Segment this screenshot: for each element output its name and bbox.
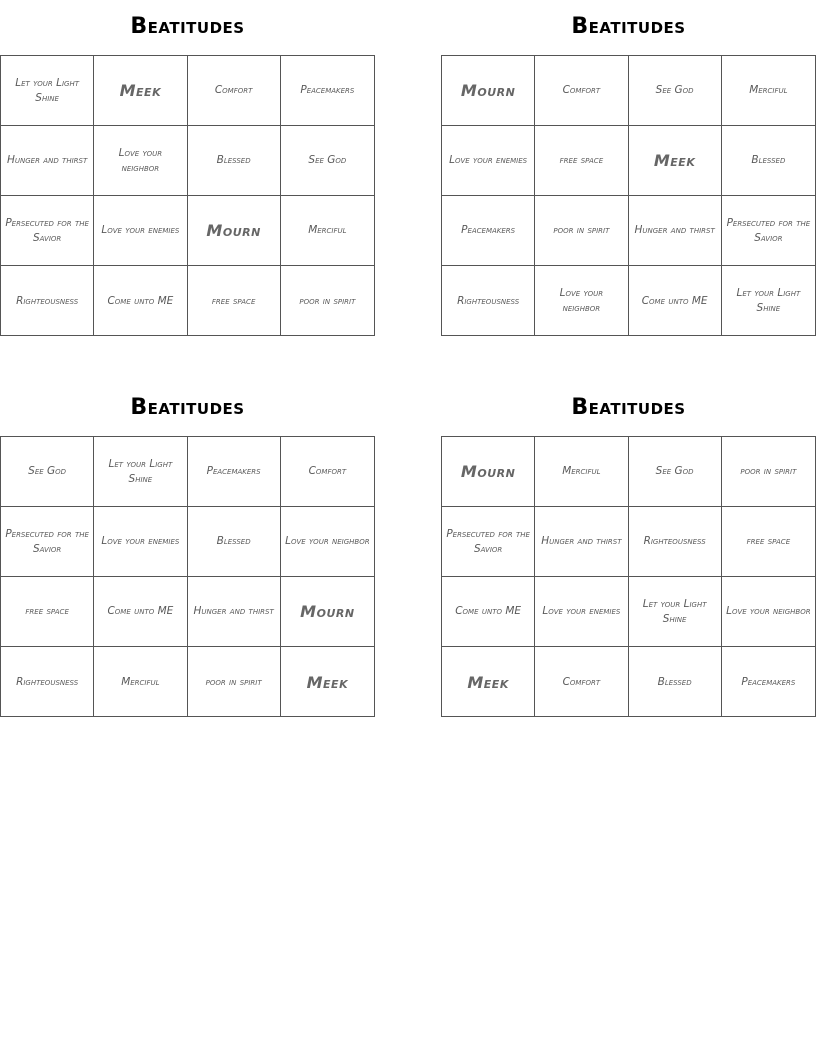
grid-cell: Merciful xyxy=(281,196,374,266)
grid-cell: Persecuted for the Savior xyxy=(442,507,535,577)
grid-cell: poor in spirit xyxy=(188,647,281,717)
grid-cell: Peacemakers xyxy=(188,437,281,507)
grid-cell: Meek xyxy=(629,126,722,196)
grid-cell: poor in spirit xyxy=(299,294,356,307)
grid-cell: Hunger and thirst xyxy=(629,196,722,266)
grid-cell: Let your Light Shine xyxy=(629,577,722,647)
grid-cell: Righteousness xyxy=(442,266,535,336)
grid-cell: Love your enemies xyxy=(442,126,535,196)
grid-cell: Merciful xyxy=(535,437,628,507)
grid-cell: Come unto ME xyxy=(94,266,187,336)
card-title: Beatitudes xyxy=(130,395,245,420)
grid-cell: Persecuted for the Savior xyxy=(1,196,94,266)
grid-cell: Love your enemies xyxy=(535,577,628,647)
grid-cell: free space xyxy=(722,507,815,577)
grid-cell: Merciful xyxy=(94,647,187,717)
grid-cell: free space xyxy=(188,266,281,336)
grid-cell: Let your Light Shine xyxy=(736,287,801,314)
card-title: Beatitudes xyxy=(571,395,686,420)
bingo-card-3 xyxy=(0,393,375,717)
grid-cell: See God xyxy=(281,126,374,196)
grid-cell: free space xyxy=(1,577,94,647)
grid-cell: Righteousness xyxy=(1,266,94,336)
grid-cell: Love your enemies xyxy=(94,507,187,577)
grid-cell: poor in spirit xyxy=(722,437,815,507)
grid-cell: Meek xyxy=(442,647,535,717)
grid-cell: Comfort xyxy=(535,647,628,717)
bingo-grid xyxy=(441,55,816,336)
grid-cell: Let your Light Shine xyxy=(94,437,187,507)
grid-cell: Love your neighbor xyxy=(281,507,374,577)
grid-cell: Comfort xyxy=(188,56,281,126)
grid-cell: Meek xyxy=(306,672,349,692)
grid-cell: Come unto ME xyxy=(94,577,187,647)
grid-cell: free space xyxy=(535,126,628,196)
grid-cell: Mourn xyxy=(442,56,535,126)
grid-cell: Love your neighbor xyxy=(535,266,628,336)
grid-cell: Mourn xyxy=(442,437,535,507)
grid-cell: Blessed xyxy=(188,507,281,577)
grid-cell: Comfort xyxy=(535,56,628,126)
grid-cell: See God xyxy=(629,437,722,507)
grid-cell: Meek xyxy=(94,56,187,126)
grid-cell: Righteousness xyxy=(629,507,722,577)
card-title: Beatitudes xyxy=(571,14,686,39)
bingo-card-2 xyxy=(441,12,816,336)
grid-cell: Let your Light Shine xyxy=(1,56,94,126)
grid-cell: Hunger and thirst xyxy=(535,507,628,577)
grid-cell: Peacemakers xyxy=(442,196,535,266)
bingo-card-4 xyxy=(441,393,816,717)
card-title: Beatitudes xyxy=(130,14,245,39)
grid-cell: Blessed xyxy=(629,647,722,717)
grid-cell: Comfort xyxy=(281,437,374,507)
grid-cell: Mourn xyxy=(188,196,281,266)
grid-cell: Blessed xyxy=(722,126,815,196)
bingo-card-1 xyxy=(0,12,375,336)
grid-cell: Hunger and thirst xyxy=(1,126,94,196)
grid-cell: Persecuted for the Savior xyxy=(1,507,94,577)
grid-cell: poor in spirit xyxy=(535,196,628,266)
grid-cell: Blessed xyxy=(188,126,281,196)
grid-cell: Persecuted for the Savior xyxy=(722,196,815,266)
grid-cell: Peacemakers xyxy=(741,675,796,688)
bingo-grid xyxy=(0,436,375,717)
grid-cell: Love your neighbor xyxy=(722,577,815,647)
grid-cell: Love your neighbor xyxy=(94,126,187,196)
grid-cell: Mourn xyxy=(281,577,374,647)
grid-cell: Merciful xyxy=(722,56,815,126)
grid-cell: Righteousness xyxy=(1,647,94,717)
grid-cell: Love your enemies xyxy=(94,196,187,266)
grid-cell: See God xyxy=(629,56,722,126)
bingo-grid xyxy=(441,436,816,717)
bingo-grid xyxy=(0,55,375,336)
grid-cell: See God xyxy=(1,437,94,507)
grid-cell: Hunger and thirst xyxy=(188,577,281,647)
grid-cell: Come unto ME xyxy=(629,266,722,336)
grid-cell: Come unto ME xyxy=(442,577,535,647)
grid-cell: Peacemakers xyxy=(281,56,374,126)
